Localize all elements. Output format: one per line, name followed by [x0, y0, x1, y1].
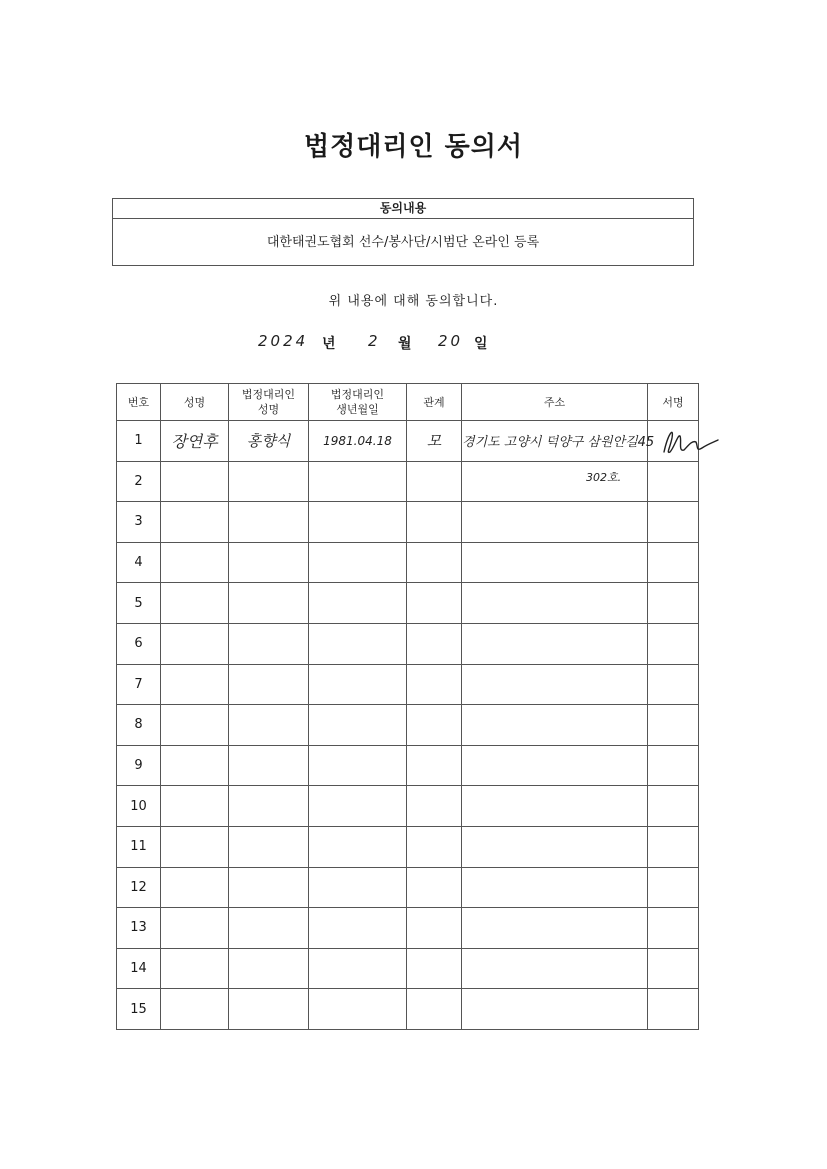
header-guardian-birth-line1: 법정대리인: [330, 388, 385, 401]
table-row: [117, 623, 699, 664]
table-row: [117, 502, 699, 543]
table-row: [117, 908, 699, 949]
row-number: 12: [117, 867, 161, 908]
row-number: 8: [117, 705, 161, 746]
row-number: 5: [117, 583, 161, 624]
row-number: 15: [117, 989, 161, 1030]
table-row: [117, 867, 699, 908]
table-row: [117, 705, 699, 746]
date-day-unit: 일: [474, 336, 488, 352]
row-address-line2: 302호.: [586, 471, 622, 484]
row-number: 14: [117, 948, 161, 989]
row-relation: 모: [407, 421, 462, 462]
table-row: [117, 989, 699, 1030]
row-number: 1: [117, 421, 161, 462]
row-number: 4: [117, 542, 161, 583]
agreement-statement: 위 내용에 대해 동의합니다.: [328, 294, 499, 309]
row-number: 9: [117, 745, 161, 786]
date-month-unit: 월: [398, 336, 412, 352]
row-number: 10: [117, 786, 161, 827]
row-number: 2: [117, 461, 161, 502]
header-guardian-name-line1: 법정대리인: [241, 388, 296, 401]
table-row: [117, 948, 699, 989]
header-no: 번호: [117, 384, 161, 421]
row-number: 7: [117, 664, 161, 705]
header-guardian-name-line2: 성명: [257, 403, 280, 416]
header-guardian-birth-line2: 생년월일: [336, 403, 379, 416]
table-header-row: [117, 384, 699, 421]
document-title: 법정대리인 동의서: [304, 132, 523, 162]
consent-box: [112, 198, 694, 266]
handwritten-signature: [658, 424, 722, 460]
row-number: 3: [117, 502, 161, 543]
consent-content: 대한태권도협회 선수/봉사단/시범단 온라인 등록: [266, 235, 540, 250]
row-address: [462, 421, 655, 484]
table-row: [117, 421, 699, 462]
header-name: 성명: [161, 384, 229, 421]
table-row: [117, 542, 699, 583]
table-row: [117, 826, 699, 867]
header-address: 주소: [462, 384, 648, 421]
table-row: [117, 786, 699, 827]
row-number: 13: [117, 908, 161, 949]
row-address-line1: 경기도 고양시 덕양구 삼원안길45: [462, 435, 655, 451]
table-row: [117, 745, 699, 786]
date-month: 2: [368, 332, 381, 350]
date-year-unit: 년: [322, 336, 336, 352]
row-number: 6: [117, 623, 161, 664]
header-signature: 서명: [648, 384, 699, 421]
date-year: 2024: [258, 332, 309, 350]
header-guardian-name: [229, 384, 309, 421]
table-row: [117, 664, 699, 705]
row-guardian-birth: 1981.04.18: [309, 421, 407, 462]
row-guardian-name: 홍향식: [229, 421, 309, 462]
date-day: 20: [438, 332, 464, 350]
guardian-table: [116, 383, 699, 1030]
table-row: [117, 583, 699, 624]
row-name: 장연후: [161, 421, 229, 462]
consent-header: 동의내용: [113, 199, 693, 219]
header-guardian-birth: [309, 384, 407, 421]
row-number: 11: [117, 826, 161, 867]
header-relation: 관계: [407, 384, 462, 421]
